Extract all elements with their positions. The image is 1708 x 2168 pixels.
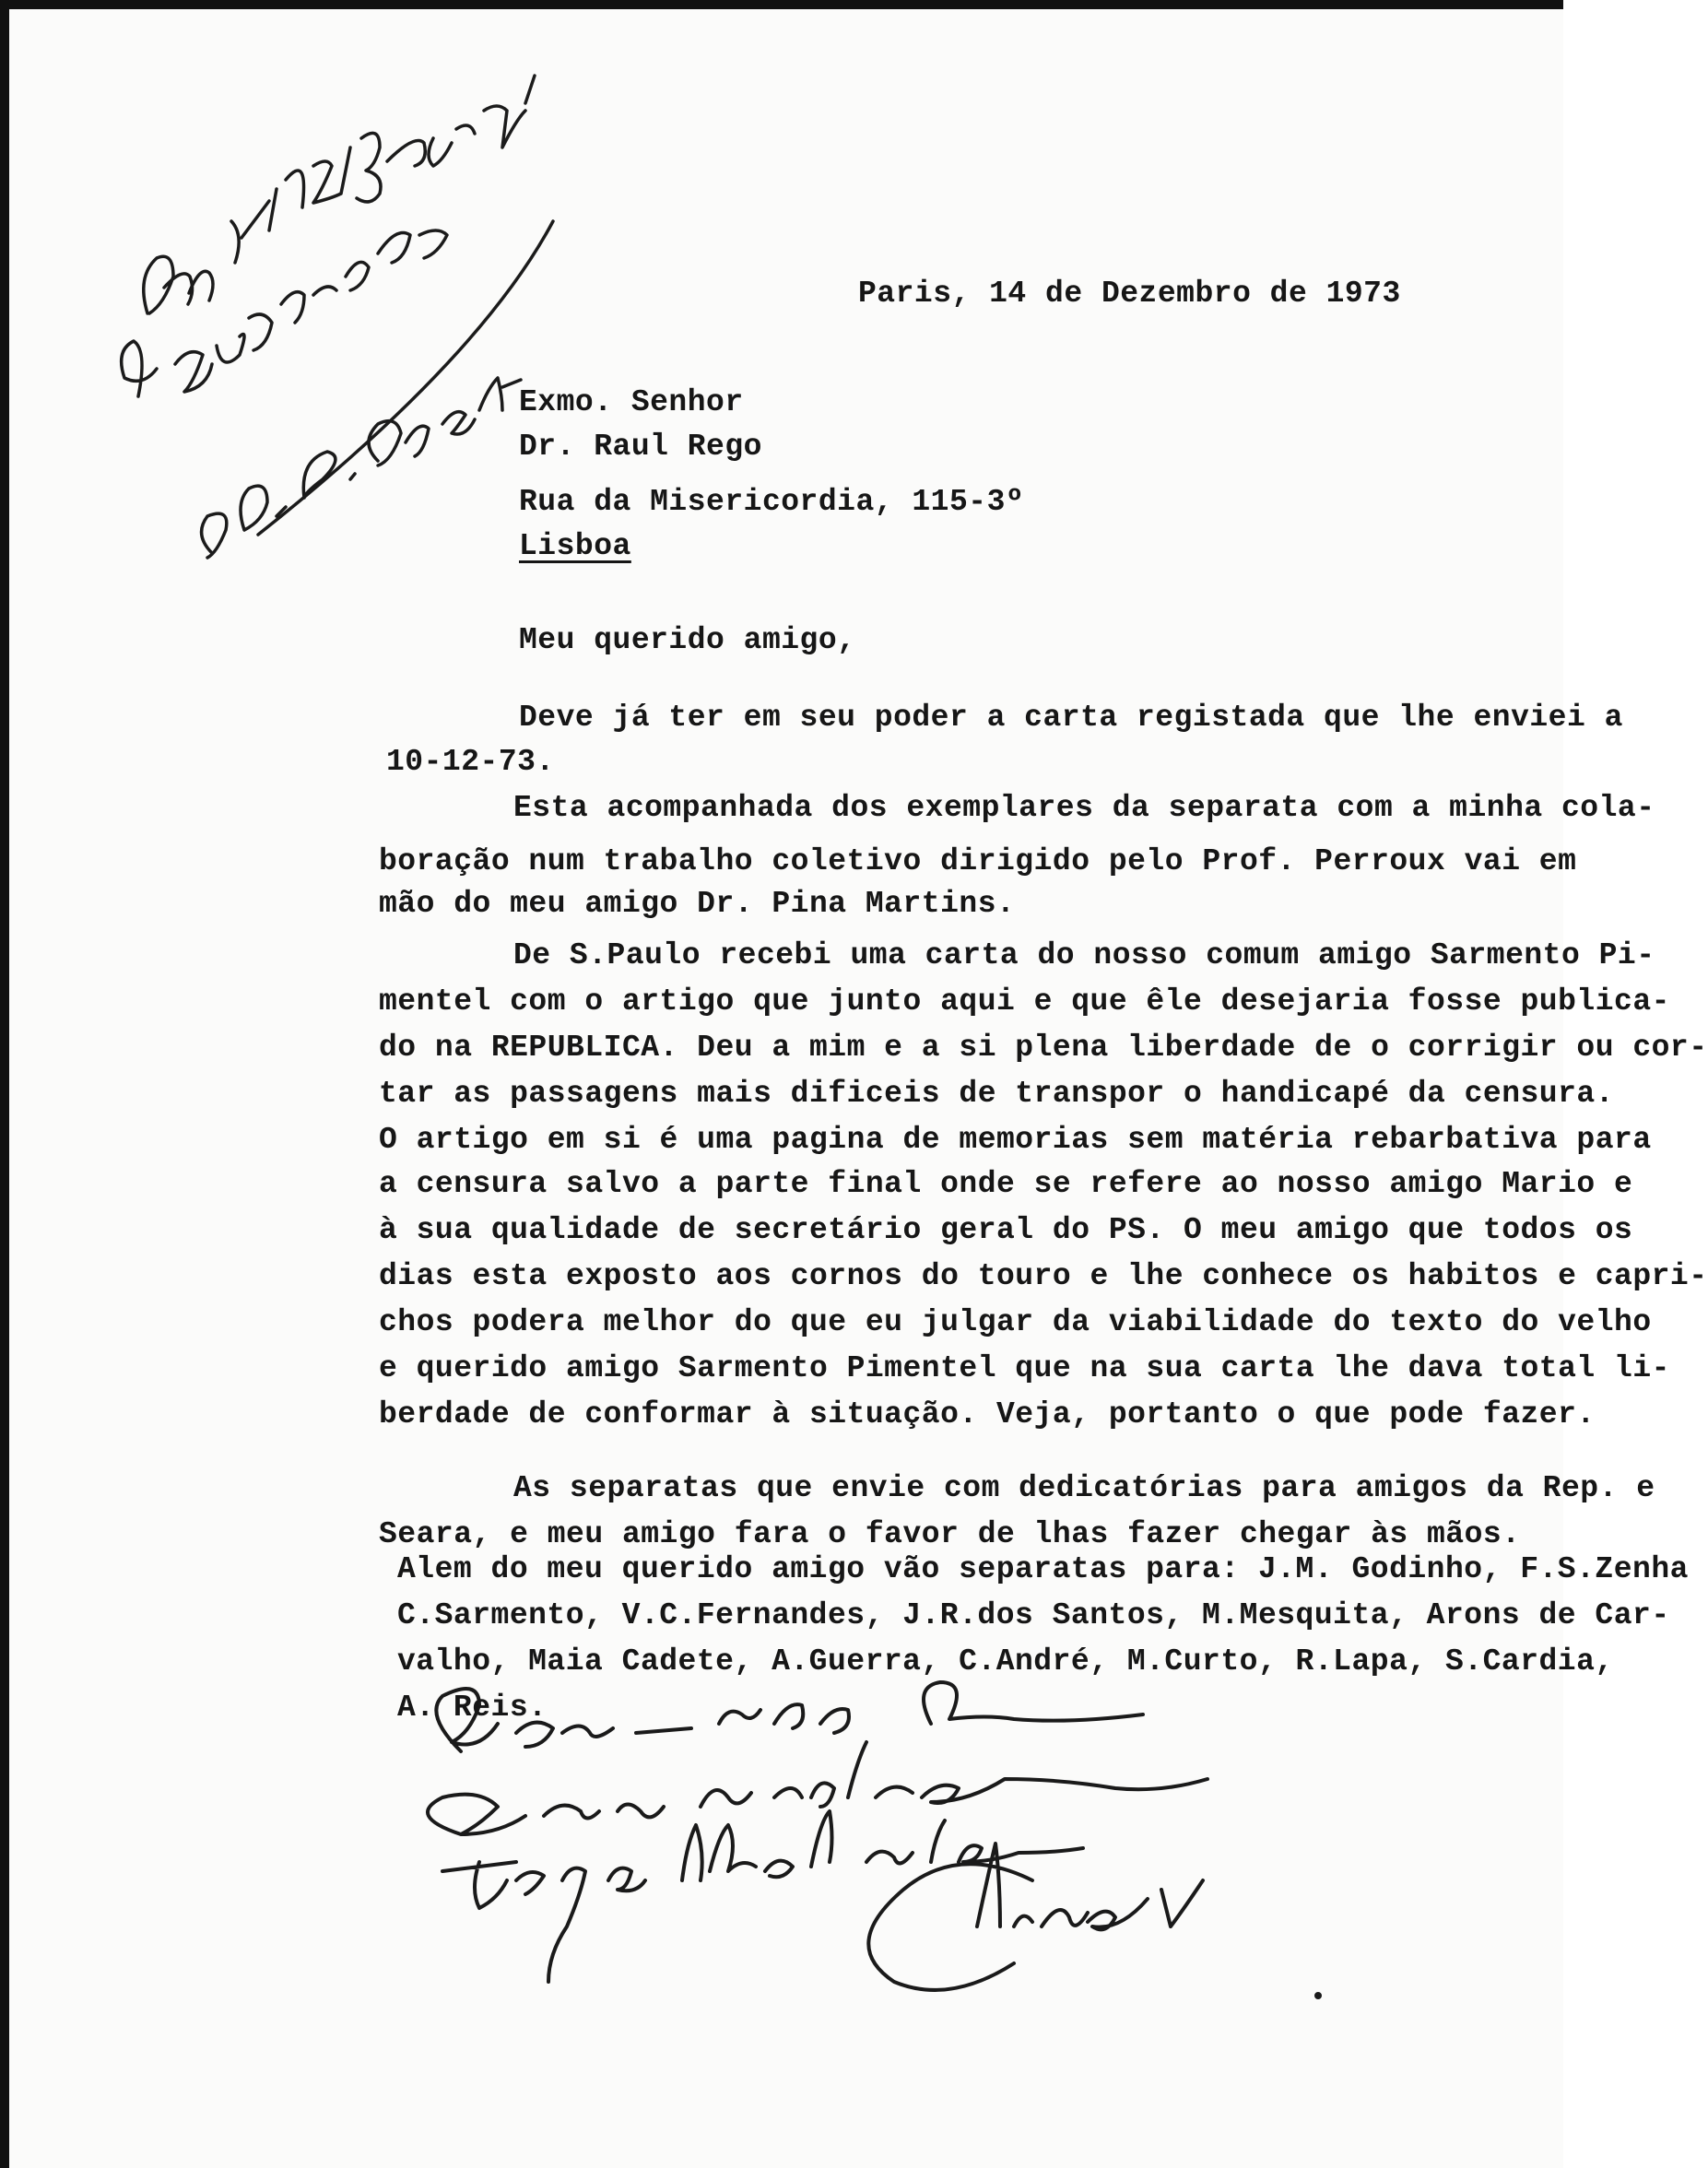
dateline: Paris, 14 de Dezembro de 1973 [858,277,1401,311]
body-line-19: Alem do meu querido amigo vão separatas para: J.M. Godinho, F.S.Zenha [397,1552,1689,1586]
body-line-20: C.Sarmento, V.C.Fernandes, J.R.dos Santos, M.Mesquita, Arons de Car- [397,1598,1670,1632]
body-line-16: berdade de conformar à situação. Veja, portanto o que pode fazer. [379,1397,1596,1432]
recipient-line-3: Rua da Misericordia, 115-3º [519,485,1025,519]
body-line-2: 10-12-73. [386,745,555,779]
body-line-1: Deve já ter em seu poder a carta registada que lhe enviei a [519,701,1623,735]
body-line-8: do na REPUBLICA. Deu a mim e a si plena liberdade de o corrigir ou cor- [379,1031,1708,1065]
body-line-21: valho, Maia Cadete, A.Guerra, C.André, M.Curto, R.Lapa, S.Cardia, [397,1644,1614,1679]
body-line-9: tar as passagens mais dificeis de transpor o handicapé da censura. [379,1077,1615,1111]
body-line-17: As separatas que envie com dedicatórias para amigos da Rep. e [513,1471,1655,1505]
body-line-11: a censura salvo a parte final onde se refere ao nosso amigo Mario e [379,1167,1633,1201]
body-line-5: mão do meu amigo Dr. Pina Martins. [379,887,1016,921]
body-line-12: à sua qualidade de secretário geral do PS. O meu amigo que todos os [379,1213,1633,1247]
body-line-10: O artigo em si é uma pagina de memorias sem matéria rebarbativa para [379,1123,1652,1157]
body-line-7: mentel com o artigo que junto aqui e que êle desejaria fosse publica- [379,984,1670,1019]
body-line-14: chos podera melhor do que eu julgar da viabilidade do texto do velho [379,1305,1652,1339]
body-line-22: A. Reis. [397,1691,548,1725]
recipient-city: Lisboa [519,529,631,563]
body-line-3: Esta acompanhada dos exemplares da separata com a minha cola- [513,791,1655,825]
salutation: Meu querido amigo, [519,623,856,657]
body-line-4: boração num trabalho coletivo dirigido pelo Prof. Perroux vai em [379,844,1577,878]
body-line-13: dias esta exposto aos cornos do touro e lhe conhece os habitos e capri- [379,1259,1708,1293]
body-line-6: De S.Paulo recebi uma carta do nosso comum amigo Sarmento Pi- [513,938,1655,972]
recipient-line-2: Dr. Raul Rego [519,430,762,464]
body-line-15: e querido amigo Sarmento Pimentel que na sua carta lhe dava total li- [379,1351,1670,1385]
body-line-18: Seara, e meu amigo fara o favor de lhas fazer chegar às mãos. [379,1517,1521,1551]
recipient-line-1: Exmo. Senhor [519,385,744,419]
